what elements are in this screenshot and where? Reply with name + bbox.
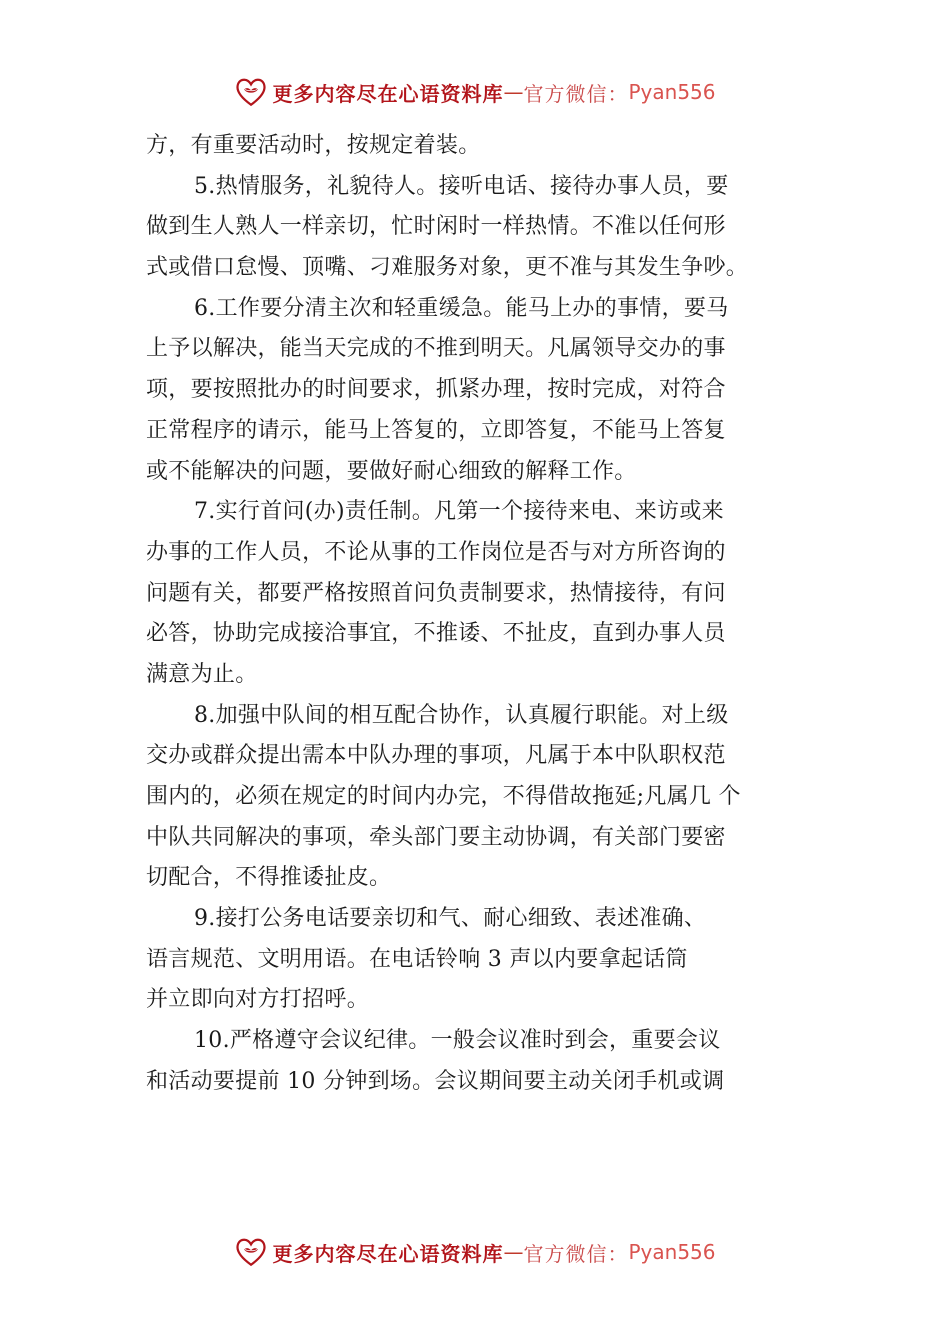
text-line: 语言规范、文明用语。在电话铃响 3 声以内要拿起话筒 (146, 946, 688, 972)
footer-wechat-id: Pyan556 (628, 1240, 716, 1264)
header-brand-text: 更多内容尽在心语资料库 (272, 81, 504, 106)
header-wechat-label: 官方微信： (523, 81, 629, 106)
text-line: 做到生人熟人一样亲切，忙时闲时一样热情。不准以任何形 (146, 214, 726, 240)
text-line: 必答，协助完成接洽事宜，不推诿、不扯皮，直到办事人员 (146, 621, 726, 647)
text-line: 中队共同解决的事项，牵头部门要主动协调，有关部门要密 (146, 824, 726, 850)
text-line: 围内的，必须在规定的时间内办完，不得借故拖延;凡属几 个 (146, 784, 741, 809)
heart-lips-logo-icon (234, 75, 268, 109)
text-line: 和活动要提前 10 分钟到场。会议期间要主动关闭手机或调 (146, 1068, 725, 1094)
text-line: 项，要按照批办的时间要求，抓紧办理，按时完成，对符合 (146, 377, 726, 403)
text-line: 7.实行首问(办)责任制。凡第一个接待来电、来访或来 (194, 499, 724, 525)
text-line: 9.接打公务电话要亲切和气、耐心细致、表述准确、 (194, 906, 707, 932)
text-line: 上予以解决，能当天完成的不推到明天。凡属领导交办的事 (146, 336, 726, 362)
text-line: 满意为止。 (146, 661, 258, 687)
text-line: 6.工作要分清主次和轻重缓急。能马上办的事情，要马 (194, 295, 729, 321)
header-wechat-id: Pyan556 (628, 80, 716, 104)
text-line: 办事的工作人员，不论从事的工作岗位是否与对方所咨询的 (146, 539, 726, 565)
text-line: 交办或群众提出需本中队办理的事项，凡属于本中队职权范 (146, 743, 726, 769)
footer-separator: — (503, 1240, 524, 1264)
header-banner (0, 72, 950, 112)
text-line: 式或借口怠慢、顶嘴、刁难服务对象，更不准与其发生争吵。 (146, 255, 749, 281)
header-separator: — (503, 80, 524, 104)
text-line: 正常程序的请示，能马上答复的，立即答复，不能马上答复 (146, 417, 726, 443)
footer-wechat-label: 官方微信： (523, 1241, 629, 1266)
text-line: 切配合，不得推诿扯皮。 (146, 865, 392, 891)
footer-brand-text: 更多内容尽在心语资料库 (272, 1241, 504, 1266)
text-line: 5.热情服务，礼貌待人。接听电话、接待办事人员，要 (194, 173, 729, 199)
text-line: 8.加强中队间的相互配合协作，认真履行职能。对上级 (194, 702, 729, 728)
text-line: 或不能解决的问题，要做好耐心细致的解释工作。 (146, 458, 637, 484)
text-line: 10.严格遵守会议纪律。一般会议准时到会，重要会议 (194, 1028, 721, 1054)
footer-banner (0, 1232, 950, 1272)
text-line: 问题有关，都要严格按照首问负责制要求，热情接待，有问 (146, 580, 726, 606)
document-body (146, 126, 826, 1103)
text-line: 并立即向对方打招呼。 (146, 987, 370, 1013)
heart-lips-logo-icon (234, 1235, 268, 1269)
text-line: 方，有重要活动时，按规定着装。 (146, 133, 481, 158)
